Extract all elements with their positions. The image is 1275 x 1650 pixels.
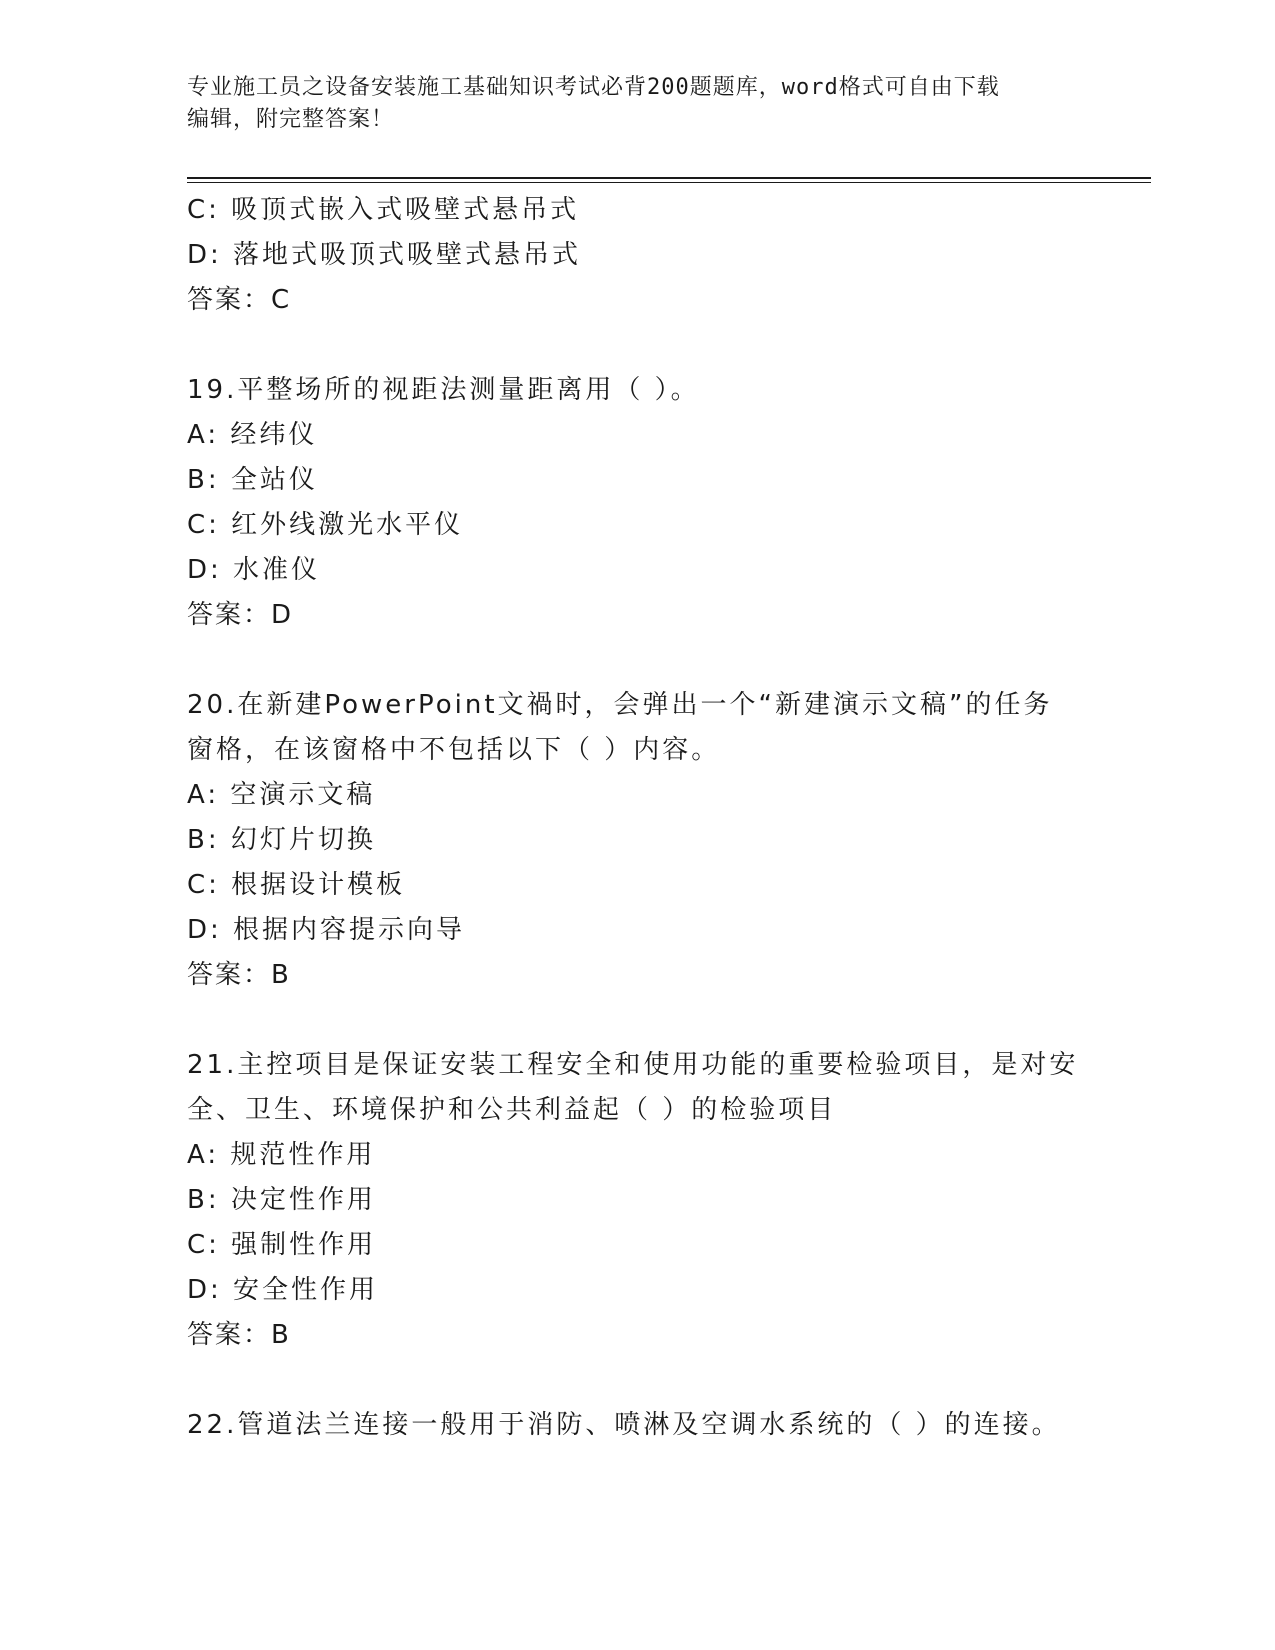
q19-option-c: C: 红外线激光水平仪 (187, 510, 464, 540)
q19-option-d: D: 水准仪 (187, 555, 321, 585)
q21-option-a: A: 规范性作用 (187, 1140, 376, 1170)
q21-question-line-1: 21.主控项目是保证安装工程安全和使用功能的重要检验项目，是对安 (187, 1050, 1079, 1080)
header-divider-thick (187, 177, 1151, 179)
q22-question: 22.管道法兰连接一般用于消防、喷淋及空调水系统的（ ）的连接。 (187, 1410, 1061, 1440)
document-header (187, 72, 1087, 136)
q19-option-b: B: 全站仪 (187, 465, 318, 495)
q20-question-line-2: 窗格，在该窗格中不包括以下（ ）内容。 (187, 735, 721, 765)
q20-option-b: B: 幻灯片切换 (187, 825, 376, 855)
header-line-2: 编辑，附完整答案！ (187, 107, 395, 132)
q21-option-b: B: 决定性作用 (187, 1185, 376, 1215)
q21-question-line-2: 全、卫生、环境保护和公共利益起（ ）的检验项目 (187, 1095, 837, 1125)
q20-option-a: A: 空演示文稿 (187, 780, 376, 810)
q21-option-d: D: 安全性作用 (187, 1275, 379, 1305)
q19-option-a: A: 经纬仪 (187, 420, 318, 450)
q18-answer: 答案：C (187, 285, 292, 315)
q19-answer: 答案：D (187, 600, 294, 630)
q20-answer: 答案：B (187, 960, 291, 990)
q20-option-c: C: 根据设计模板 (187, 870, 406, 900)
q18-option-c: C: 吸顶式嵌入式吸壁式悬吊式 (187, 195, 580, 225)
header-divider-thin (187, 182, 1151, 183)
q21-answer: 答案：B (187, 1320, 291, 1350)
q18-option-d: D: 落地式吸顶式吸壁式悬吊式 (187, 240, 582, 270)
q20-option-d: D: 根据内容提示向导 (187, 915, 466, 945)
q21-option-c: C: 强制性作用 (187, 1230, 377, 1260)
q20-question-line-1: 20.在新建PowerPoint文禍时，会弹出一个“新建演示文稿”的任务 (187, 690, 1053, 720)
header-line-1: 专业施工员之设备安装施工基础知识考试必背200题题库，word格式可自由下载 (187, 75, 1000, 100)
q19-question: 19.平整场所的视距法测量距离用（ ）。 (187, 375, 700, 405)
